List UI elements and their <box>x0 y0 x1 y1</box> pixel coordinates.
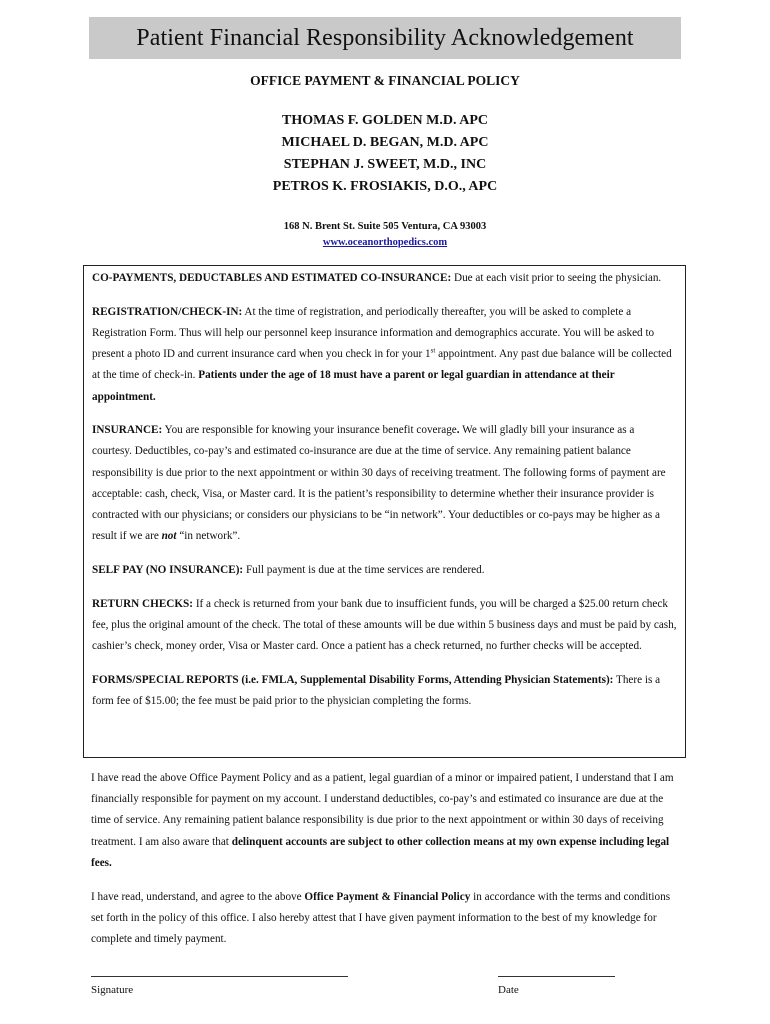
doctor-name: THOMAS F. GOLDEN M.D. APC <box>282 113 488 128</box>
copay-text: Due at each visit prior to seeing the physician. <box>451 272 662 284</box>
ordinal-suffix: st <box>430 346 436 355</box>
acknowledgement-block <box>91 768 681 963</box>
title-banner <box>89 17 681 59</box>
insurance-text-end: “in network”. <box>176 530 241 543</box>
acknowledgement-text: I have read the above Office Payment Policy and as a patient, legal guardian of a minor or impaired patient, I understand that I am financially responsible for payment on my account. I understand deductibles, co-pay’s and estimated co insurance are due at the time of service. Any remaining patient balance responsibility is due prior to the next appointment or within 30 days of receiving treatment. I am also aware that <box>91 772 674 848</box>
forms-text: There is a form fee of $15.00; the fee must be paid prior to the physician completing the forms. <box>92 673 661 707</box>
selfpay-heading: SELF PAY (NO INSURANCE): <box>92 563 244 576</box>
insurance-text: You are responsible for knowing your insurance benefit coverage <box>162 424 457 437</box>
page-title: Patient Financial Responsibility Acknowledgement <box>136 24 634 51</box>
office-address: 168 N. Brent St. Suite 505 Ventura, CA 93003 <box>283 221 487 232</box>
agreement-text-cont: in accordance with the terms and conditions set forth in the policy of this office. I also hereby attest that I have given payment information to the best of my knowledge for complete and timely payment. <box>91 890 671 945</box>
signature-line[interactable] <box>91 976 348 977</box>
website-link[interactable]: www.oceanorthopedics.com <box>322 237 448 248</box>
selfpay-section <box>92 560 677 581</box>
forms-section <box>92 670 677 712</box>
registration-text: At the time of registration, and periodically thereafter, you will be asked to complete a Registration Form. Thus will help our personnel keep insurance information and demographics accurate. You will be asked to present a photo ID and current insurance card when you check in for your 1 <box>92 305 655 361</box>
doctor-name: STEPHAN J. SWEET, M.D., INC <box>283 157 487 172</box>
policy-subtitle: OFFICE PAYMENT & FINANCIAL POLICY <box>250 73 520 88</box>
copay-heading: CO-PAYMENTS, DEDUCTABLES AND ESTIMATED CO-INSURANCE: <box>92 272 452 284</box>
office-address-block <box>0 219 770 251</box>
policy-box <box>83 265 686 758</box>
forms-heading: FORMS/SPECIAL REPORTS (i.e. FMLA, Supplemental Disability Forms, Attending Physician Statements): <box>92 673 614 686</box>
acknowledgement-paragraph <box>91 768 681 874</box>
returnchecks-text: If a check is returned from your bank due to insufficient funds, you will be charged a $25.00 return check fee, plus the original amount of the check. The total of these amounts will be due within 5 business days and must be paid by cash, cashier’s check, money order, Visa or Master card. Once a patient has a check returned, no further checks will be accepted. <box>92 597 677 653</box>
copay-section <box>92 268 677 289</box>
insurance-section <box>92 420 677 547</box>
not-emphasis: not <box>161 530 177 543</box>
registration-section <box>92 302 677 408</box>
minor-guardian-notice: Patients under the age of 18 must have a parent or legal guardian in attendance at their appointment. <box>92 369 615 403</box>
doctor-list <box>0 110 770 198</box>
agreement-text: I have read, understand, and agree to the above <box>91 890 305 903</box>
registration-text-cont: appointment. Any past due balance will be collected at the time of check-in. <box>92 348 672 382</box>
insurance-heading: INSURANCE: <box>92 424 163 437</box>
doctor-name: MICHAEL D. BEGAN, M.D. APC <box>281 135 489 150</box>
date-line[interactable] <box>498 976 615 977</box>
date-label: Date <box>498 984 519 996</box>
selfpay-text: Full payment is due at the time services are rendered. <box>243 563 485 576</box>
agreement-paragraph <box>91 887 681 951</box>
doctor-name: PETROS K. FROSIAKIS, D.O., APC <box>272 179 498 194</box>
policy-name: Office Payment & Financial Policy <box>304 890 471 903</box>
registration-heading: REGISTRATION/CHECK-IN: <box>92 305 243 318</box>
returnchecks-heading: RETURN CHECKS: <box>92 597 194 610</box>
signature-label: Signature <box>91 984 134 996</box>
returnchecks-section <box>92 594 677 658</box>
delinquent-notice: delinquent accounts are subject to other collection means at my own expense including legal fees. <box>91 835 670 869</box>
insurance-text-cont: We will gladly bill your insurance as a courtesy. Deductibles, co-pay’s and estimated co-insurance are due at the time of service. Any remaining patient balance responsibility is due prior to the next appointment or within 30 days of receiving treatment. The following forms of payment are acceptable: cash, check, Visa, or Master card. It is the patient’s responsibility to determine whether their insurance provider is contracted with our physicians; or considers our physicians to be “in network”. Your deductibles or co-pays may be higher as a result if we are <box>92 424 666 543</box>
insurance-period: . <box>456 424 460 437</box>
